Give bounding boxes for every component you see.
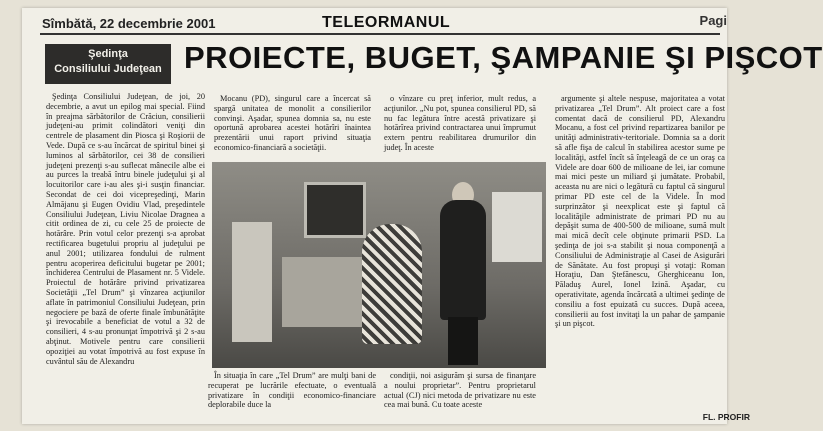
section-label-line2: Consiliului Judeţean <box>54 63 162 75</box>
article-headline: PROIECTE, BUGET, ŞAMPANIE ŞI PIŞCOT <box>184 40 823 75</box>
photo-man-legs <box>448 317 478 365</box>
photo-cabinet <box>232 222 272 342</box>
article-column-1 <box>46 92 205 410</box>
article-column-2-top <box>214 94 371 151</box>
photo-man-body <box>440 200 486 320</box>
photo-window <box>492 192 542 262</box>
issue-date: Sîmbătă, 22 decembrie 2001 <box>42 16 216 31</box>
masthead <box>22 4 727 36</box>
section-label-line1: Şedinţa <box>88 48 128 60</box>
author-signature: FL. PROFIR <box>702 412 750 422</box>
column-3-text: o vînzare cu preţ inferior, mult redus, a acţiunilor. „Nu pot, spunea consilierul PD, să nu fac legătura între acestă privatizare şi hotărîrea privind contractarea unui împrumut extern pentru reabilitarea drumurilor din judeţ. În aceste <box>384 94 536 152</box>
photo-desk <box>282 257 372 327</box>
masthead-rule <box>40 33 720 35</box>
newspaper-name: TELEORMANUL <box>322 14 451 31</box>
section-label <box>45 44 171 84</box>
column-2-text: Mocanu (PD), singurul care a încercat să spargă unitatea de monolit a consilierilor convinşi. Aşadar, spunea domnia sa, nu este oportună aprobarea acestei hotărîri înaintea prezentării unui raport privind situaţia economico-financiară a societăţii. <box>214 94 371 152</box>
photo-caroler-figure <box>362 224 422 344</box>
article-photo <box>212 162 546 368</box>
article-column-4 <box>555 94 725 392</box>
column-4-text: argumente şi altele nespuse, majoritatea a votat privatizarea „Tel Drum”. Alt proiect care a fost comentat dacă de consilierul PD, Alexandru Mocanu, a fost cel privind repartizarea banilor pe unităţi administrativ-teritoriale. Domnia sa a dorit să afle fişa de calcul în stabilirea acestor sume pe localităţi, astfel încît să înţeleagă de ce un oraş ca Videle are doar 600 de milioane de lei, iar comune mai mici peste un miliard şi jumătate. Probabil, aceasta nu are nici o legătură cu faptul că singurul primar PD este cel de la Videle. În mod surprinzător şi neexplicat este şi faptul că localităţile administrate de primari PD nu au depăşit suma de 400-500 de milioane, sumă mult mai mică decît cele obţinute primarii PSD. La şedinţa de joi s-a stabilit şi noua componenţă a Consiliului de Administraţie al Casei de Asigurări de Sănătate. Au fost propuşi şi votaţi: Roman Horaţiu, Dan Ştefănescu, Gherghiceanu Ion, Păladuş Aurel, Ionel Izină. Aşadar, cu operativitate, agenda încărcată a ultimei şedinţe de consiliu a fost epuizată cu succes. După aceea, consilierii au fost invitaţi la un pahar de şampanie şi un pişcot. <box>555 94 725 329</box>
column-2-bottom-text: În situaţia în care „Tel Drum” are mulţi bani de recuperat pe lucrările efectuate, o eventuală privatizare în condiţii economico-financiare deplorabile duce la <box>208 371 376 410</box>
article-column-3-bottom <box>384 371 536 421</box>
article-column-3-top <box>384 94 536 151</box>
column-3-bottom-text: condiţii, noi asigurăm şi sursa de finanţare a noului proprietar”. Pentru proprietarul actual (CJ) nici metoda de privatizare nu este cea mai bună. Cu toate aceste <box>384 371 536 410</box>
article-column-2-bottom <box>208 371 376 421</box>
page-label: Pagi <box>699 13 727 28</box>
column-1-text: Şedinţa Consiliului Judeţean, de joi, 20 decembrie, a avut un epilog mai special. Fiind în preajma sărbătorilor de Crăciun, consilierii judeţeni-au primit colindători veniţi din centrele de plasament din Piosca şi Roşiorii de Vede. După ce s-au încărcat de spiritul binei şi luminos al sărbătorilor, cei 38 de consilieri judeţeni prezenţi s-au suflecat mânecile albe ei au purces la treabă întru binele judeţului şi al locuitorilor care i-au ales şi-i susţin financiar. Secondat de cei doi vicepreşedinţi, Marin Almăjanu şi Eugen Ovidiu Vlad, preşedintele Consiliului Judeţean, Liviu Nicolae Dragnea a citit ordinea de zi, cu cele 25 de proiecte de hotărâre. Prin votul celor prezenţi s-a aprobat rectificarea bugetului propriu al judeţului pe anul 2001; utilizarea fondului de rulment pentru acoperirea deficitului bugetar pe 2001; închiderea Centrului de Plasament nr. 5 Videle. Proiectul de hotărâre privind privatizarea Societăţii „Tel Drum” şi vînzarea acţiunilor aflate în patrimoniul Consiliului Judeţean, prin negociere pe bază de oferte finale îmbunătăţite şi irevocabile a beneficiat de votul a 32 de consilieri, 4 s-au pronunţat împotrivă şi 2 s-au abţinut. Motivele pentru care consilierii opoziţiei au votat împotrivă au fost expuse în cuvântul său de Alexandru <box>46 92 205 366</box>
photo-television <box>304 182 366 238</box>
